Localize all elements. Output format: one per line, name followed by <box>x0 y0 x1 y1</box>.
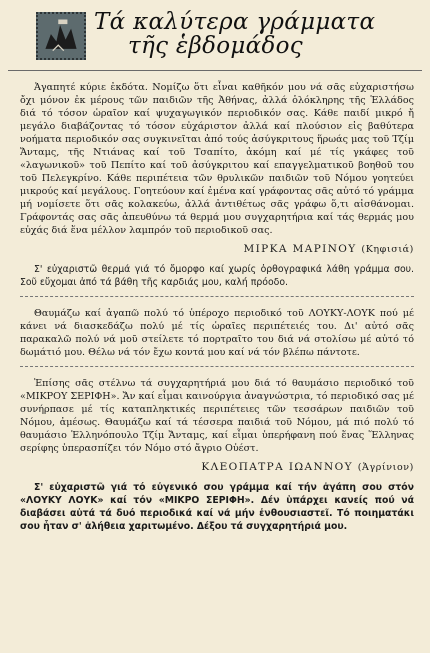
letter-divider <box>20 366 414 367</box>
signature-name: ΚΛΕΟΠΑΤΡΑ ΙΩΑΝΝΟΥ <box>201 461 353 473</box>
editor-reply: Σ' εὐχαριστῶ γιά τό εὐγενικό σου γράμμα καί τήν ἀγάπη σου στόν «ΛΟΥΚΥ ΛΟΥΚ» καί τόν «ΜΙΚΡΟ ΣΕΡΙΦΗ». Δέν ὑπάρχει κανείς πού νά διαβάσει αὐτά τά δυό περιοδικά καί νά μήν ἐνθουσιαστεῖ. Τό ποιηματάκι σου ἦταν σ' ἀλήθεια χαριτωμένο. Δέξου τά συγχαρητήριά μου. <box>20 482 414 532</box>
letter-divider <box>20 296 414 297</box>
signature-place: (Ἀγρίνιον) <box>357 462 414 473</box>
letter-signature <box>20 243 414 255</box>
letter-text: Ἀγαπητέ κύριε ἐκδότα. Νομίζω ὅτι εἶναι καθῆκόν μου νά σᾶς εὐχαριστήσω ὄχι μόνον ἐκ μέρους τῶν παιδιῶν τῆς Ἀθήνας, ἀλλά ὁλόκληρης τῆς Ἑλλάδος διά τό τόσον ὡραῖον καί ψυχαγωγικόν περιοδικόν σας. Κάθε παιδί μικρό ἤ μεγάλο διαβάζοντας τό τόσον εὐχάριστον ἀλλά καί πλούσιον εἰς βαθύτερα νοήματα περιοδικόν σας συγκινεῖται ἀπό τούς ἀσύγκριτους ἥρωάς μας τοῦ Τζίμ Ἄνταμς, τῆς Ντιάνας καί τοῦ Τσαπίτο, ἀκόμη καί μέ τίς γκάφες τοῦ «λαγωνικοῦ» τοῦ Πεπίτο καί τοῦ ἀσύγκριτου καί επαγγελματικοῦ βοηθοῦ του τοῦ Πελεγκρίνο. Κάθε περιπέτεια τῶν θρυλικῶν παιδιῶν τοῦ Νόμου γοητεύει μικρούς καί μεγάλους. Γοητεύουν καί ἐμένα καί γράφοντας σᾶς αὐτό τό γράμμα μή νομίσετε ὅτι σᾶς κολακεύω, ἀλλά ἀντιθέτως σᾶς γράφω ὅ,τι αἰσθάνομαι. Γράφοντάς σας σᾶς ἀπευθύνω τά θερμά μου συγχαρητήρια καί τάς θερμάς μου εὐχάς διά ἕνα μέλλον λαμπρόν τοῦ περιοδικοῦ σας. <box>20 82 414 236</box>
letter-signature <box>20 461 414 473</box>
letter-text: Θαυμάζω καί ἀγαπῶ πολύ τό ὑπέροχο περιοδικό τοῦ ΛΟΥΚΥ-ΛΟΥΚ πού μέ κάνει νά διασκεδάζω πολύ μέ τίς ὡραῖες περιπέτειές του. Δι' αὐτό σᾶς παρακαλῶ πολύ νά μοῦ στείλετε τό πορτραῖτο του διά νά στολίσω μέ αὐτό τό δωμάτιό μου. Θέλω νά τόν ἔχω κοντά μου καί νά τόν βλέπω πάντοτε. <box>20 308 414 358</box>
letters-column <box>8 81 422 533</box>
signature-place: (Κηφισιά) <box>361 244 414 255</box>
title-line1: Τά καλύτερα γράμματα <box>94 9 376 35</box>
column-title <box>94 10 375 58</box>
title-line2: τῆς ἑβδομάδος <box>128 33 303 59</box>
letter-stamp-icon <box>36 12 86 60</box>
letter-3 <box>20 377 414 533</box>
letter-2 <box>20 307 414 359</box>
column-header <box>8 8 422 71</box>
signature-name: ΜΙΡΚΑ ΜΑΡΙΝΟΥ <box>243 243 357 255</box>
letter-1 <box>20 81 414 289</box>
editor-reply: Σ' εὐχαριστῶ θερμά γιά τό ὄμορφο καί χωρίς ὀρθογραφικά λάθη γράμμα σου. Σοῦ εὔχομαι ἀπό τά βάθη τῆς καρδιάς μου, καλή πρόοδο. <box>20 264 414 288</box>
letter-text: Ἐπίσης σᾶς στέλνω τά συγχαρητήριά μου διά τό θαυμάσιο περιοδικό τοῦ «ΜΙΚΡΟΥ ΣΕΡΙΦΗ». Ἄν καί εἶμαι καινούργια ἀναγνώστρια, τό περιοδικό σας μέ συνήρπασε μέ τίς καταπληκτικές περιπέτειες τῶν τεσσάρων παιδιῶν τοῦ Νόμου, ἀμέσως. Θαυμάζω καί τά τέσσερα παιδιά τοῦ Νόμου, μά πιό πολύ τό θαυμάσιο Ἑλληνόπουλο Τζίμ Ἄνταμς, καί εἶμαι ὑπερήφανη πού ἕνας Ἕλληνας σερίφης ὑπερασπίζει τόν Νόμο στό ἄγριο Οὐέστ. <box>20 378 415 454</box>
